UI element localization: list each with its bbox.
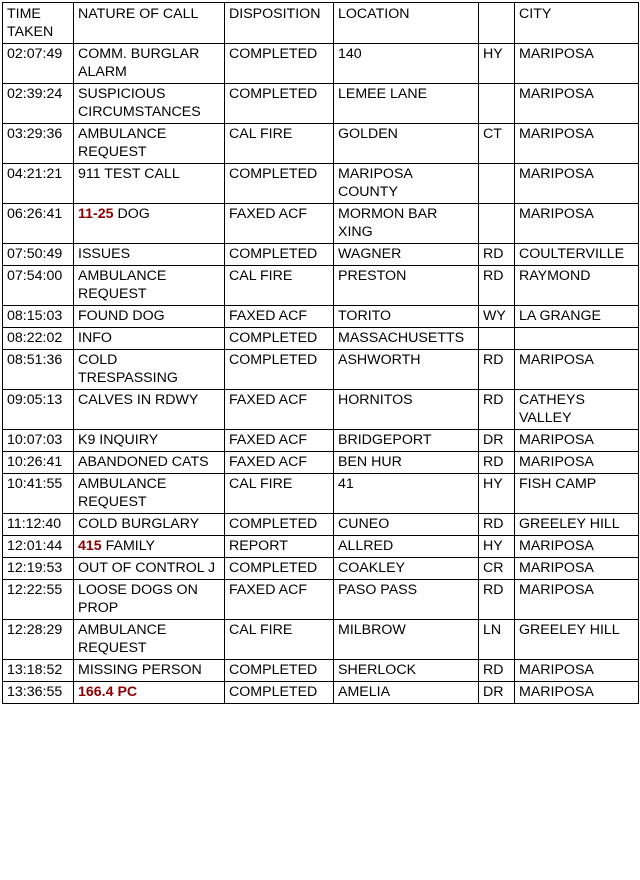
- cell-nature-of-call: [74, 328, 225, 350]
- cell-time-taken: 06:26:41: [3, 204, 74, 244]
- cell-disposition: FAXED ACF: [225, 452, 334, 474]
- table-row: [3, 430, 639, 452]
- cell-time-taken: 09:05:13: [3, 390, 74, 430]
- table-row: [3, 620, 639, 660]
- cell-street-suffix: RD: [479, 350, 515, 390]
- cell-nature-of-call: [74, 204, 225, 244]
- table-row: [3, 266, 639, 306]
- cell-street-suffix: [479, 204, 515, 244]
- cell-city: [515, 328, 639, 350]
- call-nature-text: ISSUES: [78, 246, 131, 262]
- cell-street-suffix: RD: [479, 244, 515, 266]
- cell-time-taken: 12:28:29: [3, 620, 74, 660]
- cell-street-suffix: RD: [479, 660, 515, 682]
- cell-nature-of-call: [74, 306, 225, 328]
- cell-time-taken: 08:15:03: [3, 306, 74, 328]
- cell-disposition: COMPLETED: [225, 682, 334, 704]
- call-nature-text: DOG: [113, 206, 150, 222]
- cell-location: MASSACHUSETTS: [334, 328, 479, 350]
- call-nature-text: INFO: [78, 330, 112, 346]
- cell-disposition: CAL FIRE: [225, 620, 334, 660]
- cell-location: MORMON BAR XING: [334, 204, 479, 244]
- cell-nature-of-call: [74, 536, 225, 558]
- cell-city: RAYMOND: [515, 266, 639, 306]
- cell-street-suffix: CT: [479, 124, 515, 164]
- call-nature-text: FAMILY: [101, 538, 156, 554]
- call-code: 11-25: [78, 206, 114, 222]
- cell-city: MARIPOSA: [515, 164, 639, 204]
- call-nature-text: COLD BURGLARY: [78, 516, 200, 532]
- cell-location: GOLDEN: [334, 124, 479, 164]
- table-row: [3, 124, 639, 164]
- cell-street-suffix: RD: [479, 580, 515, 620]
- cell-nature-of-call: [74, 580, 225, 620]
- cell-street-suffix: [479, 328, 515, 350]
- cell-street-suffix: HY: [479, 536, 515, 558]
- cell-nature-of-call: [74, 620, 225, 660]
- cell-nature-of-call: [74, 244, 225, 266]
- cell-city: MARIPOSA: [515, 84, 639, 124]
- cell-street-suffix: DR: [479, 682, 515, 704]
- cell-time-taken: 13:18:52: [3, 660, 74, 682]
- cell-location: CUNEO: [334, 514, 479, 536]
- cell-city: MARIPOSA: [515, 430, 639, 452]
- cell-disposition: COMPLETED: [225, 84, 334, 124]
- cell-street-suffix: RD: [479, 266, 515, 306]
- table-row: [3, 244, 639, 266]
- cell-disposition: COMPLETED: [225, 244, 334, 266]
- cell-street-suffix: CR: [479, 558, 515, 580]
- cell-nature-of-call: [74, 430, 225, 452]
- cell-city: FISH CAMP: [515, 474, 639, 514]
- cell-disposition: COMPLETED: [225, 44, 334, 84]
- cell-time-taken: 10:41:55: [3, 474, 74, 514]
- cell-street-suffix: RD: [479, 452, 515, 474]
- cell-city: MARIPOSA: [515, 124, 639, 164]
- cell-nature-of-call: [74, 474, 225, 514]
- cell-disposition: COMPLETED: [225, 558, 334, 580]
- cell-nature-of-call: [74, 390, 225, 430]
- header-nature-of-call: NATURE OF CALL: [74, 3, 225, 44]
- cell-location: MILBROW: [334, 620, 479, 660]
- header-row: [3, 3, 639, 44]
- cell-city: GREELEY HILL: [515, 620, 639, 660]
- cell-time-taken: 13:36:55: [3, 682, 74, 704]
- cell-time-taken: 02:39:24: [3, 84, 74, 124]
- cell-street-suffix: DR: [479, 430, 515, 452]
- cell-location: BEN HUR: [334, 452, 479, 474]
- cell-time-taken: 10:07:03: [3, 430, 74, 452]
- cell-location: 140: [334, 44, 479, 84]
- cell-city: MARIPOSA: [515, 682, 639, 704]
- cell-street-suffix: [479, 84, 515, 124]
- call-nature-text: CALVES IN RDWY: [78, 392, 199, 408]
- cell-nature-of-call: [74, 558, 225, 580]
- cell-location: WAGNER: [334, 244, 479, 266]
- cell-disposition: COMPLETED: [225, 660, 334, 682]
- cell-location: AMELIA: [334, 682, 479, 704]
- header-street-suffix: [479, 3, 515, 44]
- cell-location: BRIDGEPORT: [334, 430, 479, 452]
- cell-city: MARIPOSA: [515, 536, 639, 558]
- cell-disposition: CAL FIRE: [225, 474, 334, 514]
- cell-nature-of-call: [74, 164, 225, 204]
- cell-disposition: FAXED ACF: [225, 390, 334, 430]
- cell-disposition: COMPLETED: [225, 164, 334, 204]
- call-nature-text: AMBULANCE REQUEST: [78, 126, 167, 160]
- cell-time-taken: 02:07:49: [3, 44, 74, 84]
- cell-location: SHERLOCK: [334, 660, 479, 682]
- table-row: [3, 328, 639, 350]
- cell-nature-of-call: [74, 452, 225, 474]
- cell-time-taken: 11:12:40: [3, 514, 74, 536]
- table-row: [3, 474, 639, 514]
- call-code: 166.4 PC: [78, 684, 138, 700]
- cell-disposition: REPORT: [225, 536, 334, 558]
- table-row: [3, 204, 639, 244]
- cell-city: MARIPOSA: [515, 350, 639, 390]
- cell-disposition: COMPLETED: [225, 350, 334, 390]
- cell-nature-of-call: [74, 350, 225, 390]
- header-time-taken: TIME TAKEN: [3, 3, 74, 44]
- call-nature-text: COMM. BURGLAR ALARM: [78, 46, 200, 80]
- cell-time-taken: 07:54:00: [3, 266, 74, 306]
- cell-city: MARIPOSA: [515, 452, 639, 474]
- table-row: [3, 558, 639, 580]
- cell-disposition: CAL FIRE: [225, 266, 334, 306]
- cell-city: CATHEYS VALLEY: [515, 390, 639, 430]
- cell-location: LEMEE LANE: [334, 84, 479, 124]
- cell-location: ALLRED: [334, 536, 479, 558]
- cell-disposition: COMPLETED: [225, 514, 334, 536]
- cell-street-suffix: WY: [479, 306, 515, 328]
- cell-location: COAKLEY: [334, 558, 479, 580]
- call-nature-text: LOOSE DOGS ON PROP: [78, 582, 198, 616]
- call-nature-text: COLD TRESPASSING: [78, 352, 178, 386]
- call-nature-text: K9 INQUIRY: [78, 432, 159, 448]
- table-row: [3, 452, 639, 474]
- cell-time-taken: 07:50:49: [3, 244, 74, 266]
- cell-nature-of-call: [74, 514, 225, 536]
- cell-street-suffix: HY: [479, 474, 515, 514]
- cell-nature-of-call: [74, 84, 225, 124]
- table-row: [3, 350, 639, 390]
- cell-disposition: FAXED ACF: [225, 306, 334, 328]
- call-nature-text: MISSING PERSON: [78, 662, 202, 678]
- cell-nature-of-call: [74, 682, 225, 704]
- table-row: [3, 660, 639, 682]
- table-row: [3, 390, 639, 430]
- call-nature-text: FOUND DOG: [78, 308, 165, 324]
- cell-city: LA GRANGE: [515, 306, 639, 328]
- table-row: [3, 514, 639, 536]
- cell-location: ASHWORTH: [334, 350, 479, 390]
- cell-time-taken: 12:01:44: [3, 536, 74, 558]
- cell-time-taken: 08:22:02: [3, 328, 74, 350]
- cell-nature-of-call: [74, 44, 225, 84]
- header-city: CITY: [515, 3, 639, 44]
- table-row: [3, 44, 639, 84]
- table-row: [3, 580, 639, 620]
- cell-disposition: FAXED ACF: [225, 580, 334, 620]
- cell-time-taken: 12:22:55: [3, 580, 74, 620]
- cell-nature-of-call: [74, 660, 225, 682]
- table-row: [3, 306, 639, 328]
- cell-street-suffix: [479, 164, 515, 204]
- call-nature-text: ABANDONED CATS: [78, 454, 209, 470]
- header-disposition: DISPOSITION: [225, 3, 334, 44]
- cell-street-suffix: LN: [479, 620, 515, 660]
- cell-location: TORITO: [334, 306, 479, 328]
- cell-street-suffix: RD: [479, 390, 515, 430]
- cell-nature-of-call: [74, 124, 225, 164]
- cell-time-taken: 08:51:36: [3, 350, 74, 390]
- call-nature-text: AMBULANCE REQUEST: [78, 268, 167, 302]
- table-row: [3, 536, 639, 558]
- call-nature-text: 911 TEST CALL: [78, 166, 180, 182]
- cell-location: HORNITOS: [334, 390, 479, 430]
- cell-location: 41: [334, 474, 479, 514]
- table-row: [3, 682, 639, 704]
- cell-city: GREELEY HILL: [515, 514, 639, 536]
- call-nature-text: OUT OF CONTROL J: [78, 560, 216, 576]
- cell-location: PASO PASS: [334, 580, 479, 620]
- cell-location: PRESTON: [334, 266, 479, 306]
- header-location: LOCATION: [334, 3, 479, 44]
- call-log-table: [2, 2, 639, 704]
- cell-city: MARIPOSA: [515, 580, 639, 620]
- cell-city: MARIPOSA: [515, 44, 639, 84]
- cell-nature-of-call: [74, 266, 225, 306]
- call-nature-text: SUSPICIOUS CIRCUMSTANCES: [78, 86, 201, 120]
- cell-city: COULTERVILLE: [515, 244, 639, 266]
- table-row: [3, 84, 639, 124]
- cell-disposition: FAXED ACF: [225, 430, 334, 452]
- call-nature-text: AMBULANCE REQUEST: [78, 622, 167, 656]
- cell-city: MARIPOSA: [515, 558, 639, 580]
- cell-city: MARIPOSA: [515, 204, 639, 244]
- cell-time-taken: 12:19:53: [3, 558, 74, 580]
- cell-disposition: COMPLETED: [225, 328, 334, 350]
- call-nature-text: AMBULANCE REQUEST: [78, 476, 167, 510]
- cell-time-taken: 03:29:36: [3, 124, 74, 164]
- cell-city: MARIPOSA: [515, 660, 639, 682]
- cell-street-suffix: HY: [479, 44, 515, 84]
- cell-time-taken: 04:21:21: [3, 164, 74, 204]
- table-row: [3, 164, 639, 204]
- cell-disposition: CAL FIRE: [225, 124, 334, 164]
- call-log-body: [3, 44, 639, 704]
- cell-disposition: FAXED ACF: [225, 204, 334, 244]
- cell-location: MARIPOSA COUNTY: [334, 164, 479, 204]
- cell-street-suffix: RD: [479, 514, 515, 536]
- cell-time-taken: 10:26:41: [3, 452, 74, 474]
- call-code: 415: [78, 538, 102, 554]
